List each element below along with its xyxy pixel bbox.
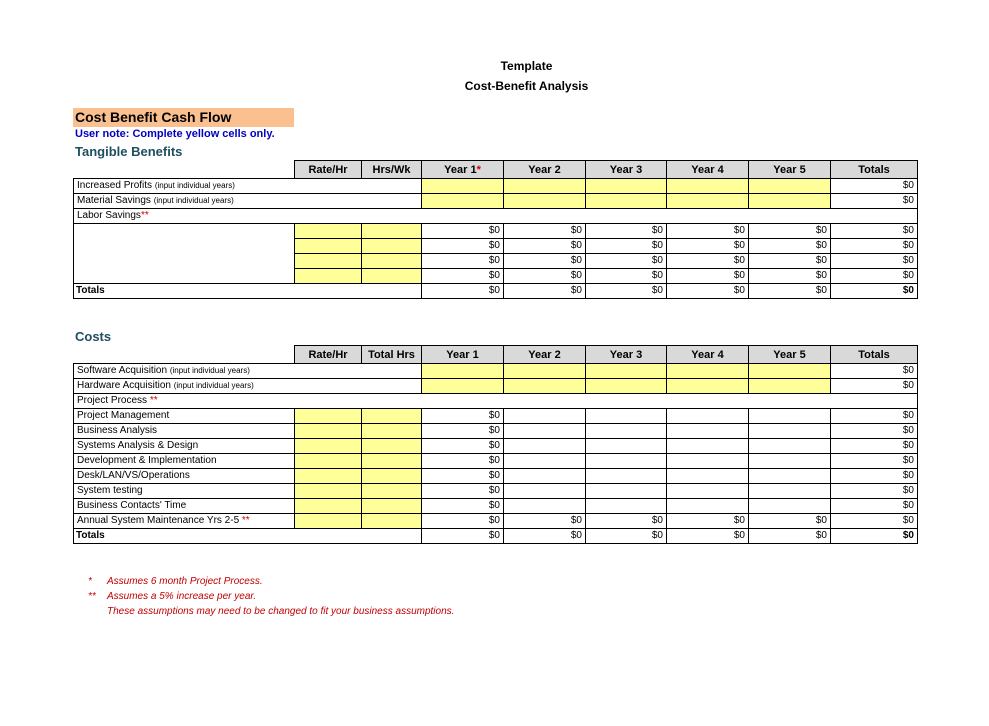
cost-item-label: Project Management	[74, 409, 295, 424]
blank-header-cell	[74, 161, 295, 179]
benefits-header-row	[74, 161, 918, 179]
page-subtitle: Cost-Benefit Analysis	[464, 79, 589, 93]
cell-value: $0	[831, 224, 918, 239]
year1-value: $0	[422, 439, 504, 454]
user-note: User note: Complete yellow cells only.	[75, 128, 275, 140]
totals-label: Totals	[74, 284, 422, 299]
input-cell[interactable]	[422, 194, 504, 209]
col-rate-hr: Rate/Hr	[295, 161, 362, 179]
rate-input[interactable]	[295, 224, 362, 239]
rate-input[interactable]	[295, 454, 362, 469]
increased-profits-label	[74, 179, 422, 194]
cell-value: $0	[749, 514, 831, 529]
empty-cell	[586, 484, 667, 499]
col-totals: Totals	[831, 161, 918, 179]
software-note: (input individual years)	[169, 366, 250, 375]
maintenance-text: Annual System Maintenance Yrs 2-5	[77, 515, 240, 526]
note-mark: *	[88, 576, 92, 587]
empty-cell	[749, 484, 831, 499]
costs-totals-row	[74, 529, 918, 544]
cell-value: $0	[422, 514, 504, 529]
empty-cell	[749, 454, 831, 469]
empty-cell	[749, 424, 831, 439]
tangible-benefits-heading: Tangible Benefits	[75, 144, 183, 159]
input-cell[interactable]	[504, 179, 586, 194]
empty-cell	[667, 409, 749, 424]
empty-cell	[586, 454, 667, 469]
row-total: $0	[831, 499, 918, 514]
cost-item-label: Systems Analysis & Design	[74, 439, 295, 454]
empty-cell	[667, 499, 749, 514]
labor-savings-label	[74, 209, 918, 224]
rate-input[interactable]	[295, 484, 362, 499]
rate-input[interactable]	[295, 254, 362, 269]
total-value: $0	[749, 284, 831, 299]
input-cell[interactable]	[504, 364, 586, 379]
grand-total: $0	[831, 529, 918, 544]
cost-item-label: Business Contacts' Time	[74, 499, 295, 514]
cell-value: $0	[831, 254, 918, 269]
input-cell[interactable]	[586, 364, 667, 379]
empty-cell	[749, 469, 831, 484]
input-cell[interactable]	[586, 179, 667, 194]
hours-input[interactable]	[362, 439, 422, 454]
empty-cell	[667, 454, 749, 469]
note-line	[88, 589, 454, 604]
cell-value: $0	[749, 269, 831, 284]
cell-value: $0	[504, 224, 586, 239]
year1-value: $0	[422, 424, 504, 439]
cell-value: $0	[504, 269, 586, 284]
input-cell[interactable]	[667, 364, 749, 379]
rate-input[interactable]	[295, 469, 362, 484]
total-value: $0	[667, 284, 749, 299]
maintenance-marker: **	[241, 515, 250, 526]
cost-item-row	[74, 409, 918, 424]
benefits-totals-row	[74, 284, 918, 299]
cost-item-row	[74, 469, 918, 484]
material-savings-label	[74, 194, 422, 209]
rate-input[interactable]	[295, 409, 362, 424]
total-value: $0	[586, 284, 667, 299]
input-cell[interactable]	[667, 179, 749, 194]
hardware-label	[74, 379, 422, 394]
col-total-hrs: Total Hrs	[362, 346, 422, 364]
empty-cell	[586, 409, 667, 424]
col-totals: Totals	[831, 346, 918, 364]
hours-input[interactable]	[362, 269, 422, 284]
cost-item-row	[74, 454, 918, 469]
input-cell[interactable]	[422, 179, 504, 194]
total-value: $0	[749, 529, 831, 544]
col-hrs-wk: Hrs/Wk	[362, 161, 422, 179]
row-total: $0	[831, 424, 918, 439]
col-year4: Year 4	[667, 161, 749, 179]
hours-input[interactable]	[362, 499, 422, 514]
rate-input[interactable]	[295, 424, 362, 439]
col-year3: Year 3	[586, 161, 667, 179]
labor-savings-marker: **	[140, 210, 149, 221]
hours-input[interactable]	[362, 514, 422, 529]
note-text: Assumes 6 month Project Process.	[107, 576, 263, 587]
rate-input[interactable]	[295, 439, 362, 454]
col-year4: Year 4	[667, 346, 749, 364]
input-cell[interactable]	[667, 194, 749, 209]
material-savings-text: Material Savings	[77, 195, 151, 206]
input-cell[interactable]	[504, 379, 586, 394]
hours-input[interactable]	[362, 424, 422, 439]
year1-value: $0	[422, 499, 504, 514]
totals-label: Totals	[74, 529, 422, 544]
total-value: $0	[667, 529, 749, 544]
input-cell[interactable]	[749, 379, 831, 394]
project-process-text: Project Process	[77, 395, 148, 406]
total-value: $0	[422, 529, 504, 544]
cost-item-label: Development & Implementation	[74, 454, 295, 469]
increased-profits-row	[74, 179, 918, 194]
blank-header-cell	[74, 346, 295, 364]
row-total: $0	[831, 454, 918, 469]
note-text: Assumes a 5% increase per year.	[107, 591, 257, 602]
cell-value: $0	[586, 269, 667, 284]
col-year1	[422, 161, 504, 179]
hours-input[interactable]	[362, 469, 422, 484]
empty-cell	[667, 439, 749, 454]
input-cell[interactable]	[749, 179, 831, 194]
col-year1: Year 1	[422, 346, 504, 364]
cell-value: $0	[749, 224, 831, 239]
cell-value: $0	[504, 239, 586, 254]
rate-input[interactable]	[295, 514, 362, 529]
input-cell[interactable]	[422, 379, 504, 394]
row-total: $0	[831, 469, 918, 484]
empty-cell	[504, 499, 586, 514]
software-text: Software Acquisition	[77, 365, 168, 376]
cost-item-label: System testing	[74, 484, 295, 499]
benefits-table	[73, 160, 918, 299]
cost-item-label: Desk/LAN/VS/Operations	[74, 469, 295, 484]
cash-flow-banner: Cost Benefit Cash Flow	[73, 108, 294, 127]
labor-savings-row	[74, 209, 918, 224]
hours-input[interactable]	[362, 409, 422, 424]
year1-value: $0	[422, 484, 504, 499]
hardware-row	[74, 379, 918, 394]
col-year3: Year 3	[586, 346, 667, 364]
empty-cell	[667, 424, 749, 439]
empty-cell	[586, 469, 667, 484]
total-value: $0	[422, 284, 504, 299]
cost-item-row	[74, 424, 918, 439]
empty-cell	[504, 469, 586, 484]
col-year2: Year 2	[504, 346, 586, 364]
cell-value: $0	[422, 239, 504, 254]
empty-cell	[667, 484, 749, 499]
col-year5: Year 5	[749, 161, 831, 179]
labor-label-spacer	[74, 224, 295, 284]
software-row	[74, 364, 918, 379]
year1-value: $0	[422, 454, 504, 469]
project-process-row	[74, 394, 918, 409]
cell-value: $0	[667, 239, 749, 254]
hours-input[interactable]	[362, 484, 422, 499]
cell-value: $0	[667, 254, 749, 269]
rate-input[interactable]	[295, 499, 362, 514]
note-text: These assumptions may need to be changed to fit your business assumptions.	[107, 606, 455, 617]
row-total: $0	[831, 379, 918, 394]
cell-value: $0	[586, 254, 667, 269]
cell-value: $0	[667, 514, 749, 529]
page-title: Template	[500, 59, 553, 73]
empty-cell	[504, 409, 586, 424]
input-cell[interactable]	[586, 194, 667, 209]
cost-item-row	[74, 484, 918, 499]
labor-savings-text: Labor Savings	[77, 210, 141, 221]
empty-cell	[586, 439, 667, 454]
assumption-notes	[88, 574, 454, 619]
empty-cell	[504, 484, 586, 499]
cell-value: $0	[749, 239, 831, 254]
hours-input[interactable]	[362, 454, 422, 469]
cost-item-label: Business Analysis	[74, 424, 295, 439]
cell-value: $0	[831, 269, 918, 284]
empty-cell	[504, 424, 586, 439]
total-value: $0	[586, 529, 667, 544]
increased-profits-text: Increased Profits	[77, 180, 153, 191]
maintenance-label	[74, 514, 295, 529]
cell-value: $0	[504, 514, 586, 529]
grand-total: $0	[831, 284, 918, 299]
note-line	[88, 574, 454, 589]
col-year2: Year 2	[504, 161, 586, 179]
costs-table	[73, 345, 918, 544]
input-cell[interactable]	[749, 194, 831, 209]
cell-value: $0	[586, 224, 667, 239]
input-cell[interactable]	[504, 194, 586, 209]
empty-cell	[667, 469, 749, 484]
project-process-label	[74, 394, 918, 409]
input-cell[interactable]	[667, 379, 749, 394]
year1-value: $0	[422, 409, 504, 424]
col-year1-label: Year 1	[444, 163, 477, 176]
row-total: $0	[831, 364, 918, 379]
total-value: $0	[504, 284, 586, 299]
cost-item-row	[74, 439, 918, 454]
cell-value: $0	[831, 514, 918, 529]
costs-header-row	[74, 346, 918, 364]
cell-value: $0	[504, 254, 586, 269]
total-value: $0	[504, 529, 586, 544]
hours-input[interactable]	[362, 254, 422, 269]
row-total: $0	[831, 439, 918, 454]
costs-heading: Costs	[75, 329, 112, 344]
year1-value: $0	[422, 469, 504, 484]
cell-value: $0	[749, 254, 831, 269]
cell-value: $0	[422, 224, 504, 239]
input-cell[interactable]	[586, 379, 667, 394]
project-process-marker: **	[149, 395, 158, 406]
hardware-text: Hardware Acquisition	[77, 380, 171, 391]
hours-input[interactable]	[362, 224, 422, 239]
empty-cell	[749, 439, 831, 454]
increased-profits-note: (input individual years)	[154, 181, 235, 190]
year1-marker: *	[476, 163, 481, 176]
cost-item-row	[74, 499, 918, 514]
cell-value: $0	[586, 514, 667, 529]
empty-cell	[749, 499, 831, 514]
cell-value: $0	[667, 224, 749, 239]
cell-value: $0	[422, 269, 504, 284]
empty-cell	[504, 439, 586, 454]
col-year5: Year 5	[749, 346, 831, 364]
hours-input[interactable]	[362, 239, 422, 254]
row-total: $0	[831, 179, 918, 194]
empty-cell	[504, 454, 586, 469]
maintenance-row	[74, 514, 918, 529]
note-mark: **	[88, 591, 96, 602]
input-cell[interactable]	[749, 364, 831, 379]
hardware-note: (input individual years)	[173, 381, 254, 390]
row-total: $0	[831, 409, 918, 424]
input-cell[interactable]	[422, 364, 504, 379]
cell-value: $0	[422, 254, 504, 269]
material-savings-row	[74, 194, 918, 209]
empty-cell	[586, 424, 667, 439]
cell-value: $0	[586, 239, 667, 254]
row-total: $0	[831, 194, 918, 209]
empty-cell	[749, 409, 831, 424]
material-savings-note: (input individual years)	[153, 196, 234, 205]
rate-input[interactable]	[295, 269, 362, 284]
empty-cell	[586, 499, 667, 514]
col-rate-hr: Rate/Hr	[295, 346, 362, 364]
cell-value: $0	[831, 239, 918, 254]
rate-input[interactable]	[295, 239, 362, 254]
note-line	[88, 604, 454, 619]
row-total: $0	[831, 484, 918, 499]
software-label	[74, 364, 422, 379]
labor-row	[74, 224, 918, 239]
cell-value: $0	[667, 269, 749, 284]
